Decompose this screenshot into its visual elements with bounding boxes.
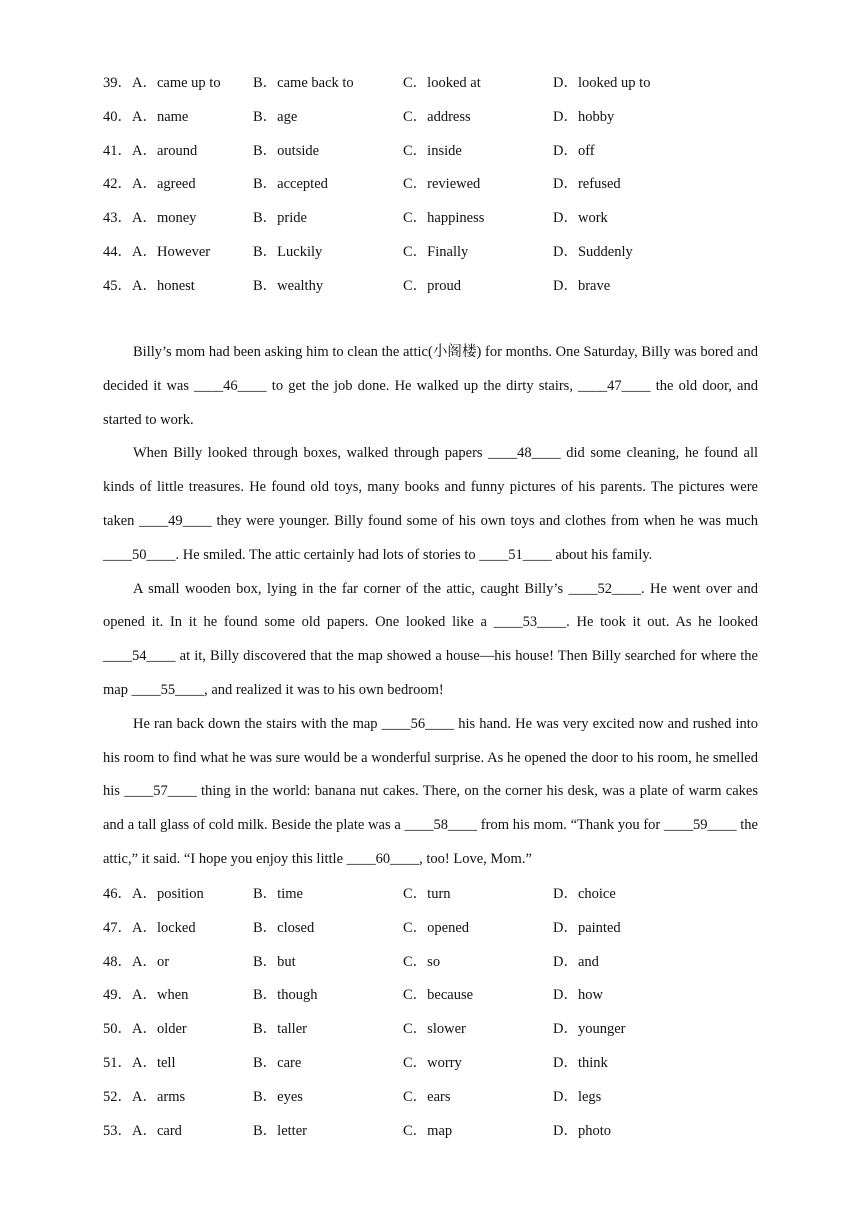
option-c: C．happiness [403,210,485,227]
option-a [103,107,188,127]
option-c: C．reviewed [403,176,481,193]
option-a [103,985,188,1005]
option-b: B．outside [253,142,320,159]
passage-paragraph: A small wooden box, lying in the far corner of the attic, caught Billy’s ____52____. He went over and opened it. In it he found some old papers. One looked like a ____53____. He took it out. As he looked ____54____ at it, Billy discovered that the map showed a house—his house! Then Billy searched for where the map ____55____, and realized it was to his own bedroom! [103,580,758,698]
option-d: D．off [553,142,595,159]
option-c: C．address [403,108,471,125]
question-number: 40． [103,108,132,125]
option-c: C．worry [403,1055,462,1071]
option-d: D．photo [553,1122,611,1139]
option-text: A．card [132,1122,182,1139]
option-c: C．slower [403,1021,466,1038]
option-d: D．younger [553,1021,626,1038]
option-b: B．pride [253,210,307,227]
question-number: 48． [103,953,132,970]
option-a [103,276,195,296]
question-number: 53． [103,1122,132,1139]
question-number: 45． [103,277,132,294]
option-text: A．when [132,987,189,1004]
question-number: 51． [103,1055,132,1071]
question-number: 43． [103,210,132,227]
option-d: D．and [553,953,599,970]
option-b: B．letter [253,1122,307,1139]
option-b: B．taller [253,1021,307,1038]
option-text: A．position [132,886,204,902]
option-d: D．choice [553,886,616,902]
option-text: A．money [132,210,197,227]
option-b: B．time [253,886,303,902]
option-a [103,1019,187,1039]
option-a [103,1053,176,1073]
option-c: C．looked at [403,75,481,91]
option-b: B．Luckily [253,244,323,260]
option-c: C．so [403,953,441,970]
option-text: A．arms [132,1088,186,1105]
option-d: D．hobby [553,108,615,125]
option-b: B．closed [253,919,315,936]
option-a [103,884,204,904]
option-a [103,242,210,262]
option-a [103,174,196,194]
option-d: D．painted [553,919,621,936]
option-b: B．eyes [253,1088,303,1105]
option-a [103,73,221,93]
option-text: A．However [132,244,211,260]
option-c: C．map [403,1122,453,1139]
option-a [103,141,197,161]
option-c: C．proud [403,277,461,294]
option-d: D．think [553,1055,608,1071]
option-text: A．name [132,108,189,125]
option-b: B．age [253,108,298,125]
question-number: 46． [103,886,132,902]
option-d: D．Suddenly [553,244,633,260]
option-c: C．because [403,987,474,1004]
option-text: A．or [132,953,170,970]
option-b: B．though [253,987,318,1004]
option-a [103,1121,182,1141]
question-number: 50． [103,1021,132,1038]
option-b: B．care [253,1055,302,1071]
option-d: D．legs [553,1088,602,1105]
option-d: D．how [553,987,603,1004]
option-a [103,1087,185,1107]
option-text: A．honest [132,277,195,294]
question-number: 39． [103,75,132,91]
option-d: D．work [553,210,608,227]
question-number: 44． [103,244,132,260]
question-number: 52． [103,1088,132,1105]
option-a [103,208,196,228]
option-a [103,918,196,938]
option-text: A．around [132,142,198,159]
option-d: D．looked up to [553,75,651,91]
question-number: 49． [103,987,132,1004]
option-b: B．wealthy [253,277,324,294]
question-number: 41． [103,142,132,159]
option-text: A．older [132,1021,187,1038]
option-text: A．came up to [132,75,221,91]
option-a [103,952,169,972]
option-c: C．opened [403,919,470,936]
option-c: C．turn [403,886,451,902]
option-b: B．but [253,953,296,970]
option-b: B．accepted [253,176,328,193]
passage-paragraph: He ran back down the stairs with the map ____56____ his hand. He was very excited now and rushed into his room to find what he was sure would be a wonderful surprise. As he opened the door to his room, he smelled his ____57____ thing in the world: banana nut cakes. There, on the corner his desk, was a plate of warm cakes and a tall glass of cold milk. Beside the plate was a ____58____ from his mom. “Thank you for ____59____ the attic,” it said. “I hope you enjoy this little ____60____, too! Love, Mom.” [103,715,758,867]
passage-paragraph: Billy’s mom had been asking him to clean the attic(小阁楼) for months. One Saturday, Billy was bored and decided it was ____46____ to get the job done. He walked up the dirty stairs, ____47____ the old door, and started to work. [103,344,758,428]
option-d: D．refused [553,176,621,193]
option-d: D．brave [553,277,611,294]
question-number: 42． [103,176,132,193]
option-c: C．ears [403,1088,451,1105]
option-c: C．Finally [403,244,469,260]
reading-passage [103,336,758,877]
passage-paragraph: When Billy looked through boxes, walked through papers ____48____ did some cleaning, he found all kinds of little treasures. He found old toys, many books and funny pictures of his parents. The pictures were taken ____49____ they were younger. Billy found some of his own toys and clothes from when he was much ____50____. He smiled. The attic certainly had lots of stories to ____51____ about his family. [103,445,758,563]
option-text: A．tell [132,1055,176,1071]
option-c: C．inside [403,142,462,159]
question-number: 47． [103,919,132,936]
option-text: A．locked [132,919,196,936]
option-text: A．agreed [132,176,196,193]
option-b: B．came back to [253,75,354,91]
